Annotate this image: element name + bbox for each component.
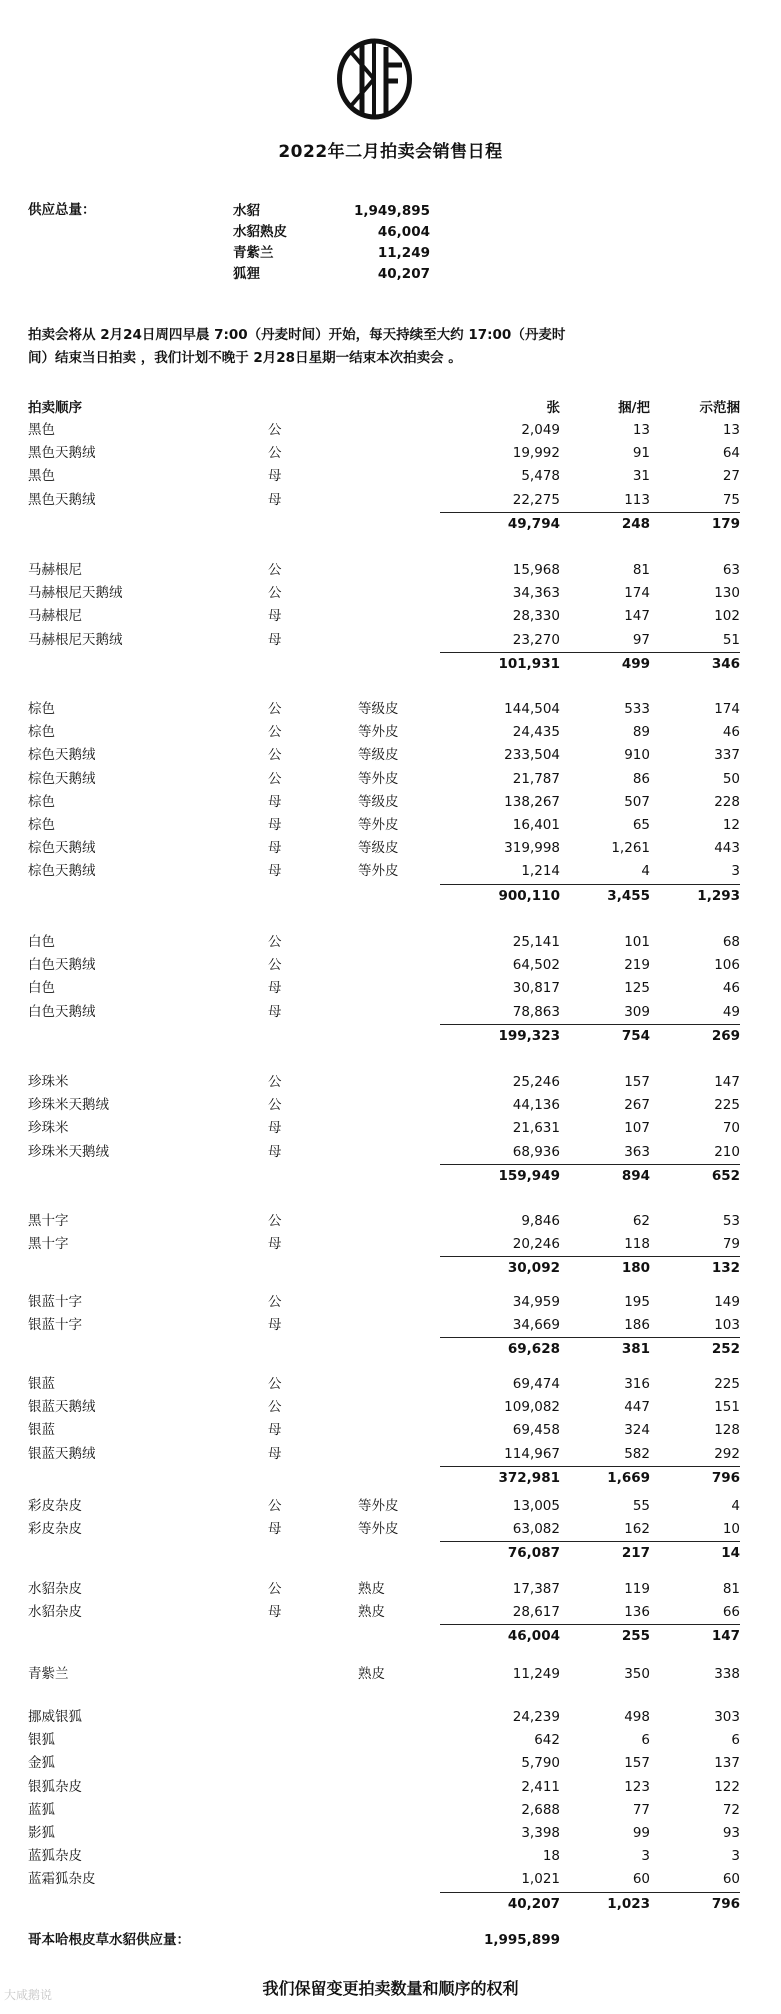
table-cell-skins: 22,275 — [512, 491, 560, 508]
table-cell-name: 彩皮杂皮 — [28, 1521, 82, 1538]
table-cell-bundles: 316 — [624, 1376, 650, 1392]
table-cell-sample: 3 — [731, 1848, 740, 1865]
table-cell-sex: 母 — [268, 631, 282, 648]
table-cell-name: 珍珠米 — [28, 1120, 69, 1137]
table-cell-bundles: 136 — [624, 1604, 650, 1621]
table-cell-skins: 20,246 — [512, 1236, 560, 1253]
table-cell-name: 棕色 — [28, 701, 55, 717]
supply-name: 水貂熟皮 — [233, 224, 287, 240]
table-cell-bundles: 99 — [632, 1825, 650, 1841]
table-cell-bundles: 507 — [624, 793, 650, 810]
table-cell-name: 马赫根尼 — [28, 562, 82, 578]
supply-value: 1,949,895 — [353, 203, 430, 219]
table-cell-bundles: 147 — [624, 608, 650, 625]
subtotal-bundles: 3,455 — [607, 887, 650, 904]
subtotal-sample: 652 — [711, 1167, 740, 1184]
table-cell-name: 黑十字 — [28, 1213, 69, 1229]
table-cell-sample: 210 — [714, 1143, 740, 1160]
table-cell-sex: 母 — [268, 980, 282, 997]
table-cell-grade: 等外皮 — [358, 863, 399, 880]
table-cell-skins: 24,435 — [512, 724, 560, 741]
table-cell-name: 银蓝天鹅绒 — [28, 1445, 96, 1462]
table-cell-sample: 4 — [731, 1498, 740, 1514]
table-cell-name: 金狐 — [28, 1755, 55, 1772]
table-cell-bundles: 162 — [624, 1521, 650, 1538]
table-cell-sex: 公 — [268, 724, 282, 741]
table-cell-bundles: 55 — [632, 1498, 650, 1514]
table-cell-name: 棕色 — [28, 724, 55, 741]
subtotal-skins: 69,628 — [507, 1341, 560, 1358]
table-cell-skins: 13,005 — [512, 1498, 560, 1514]
table-cell-sample: 3 — [731, 863, 740, 880]
kf-logo — [336, 37, 413, 121]
table-cell-bundles: 123 — [624, 1778, 650, 1795]
table-cell-bundles: 157 — [624, 1755, 650, 1772]
table-cell-name: 白色 — [28, 934, 55, 950]
table-cell-name: 银蓝 — [28, 1422, 55, 1439]
subtotal-bundles: 499 — [621, 655, 650, 672]
table-cell-bundles: 77 — [632, 1801, 650, 1818]
table-cell-grade: 等级皮 — [358, 701, 399, 717]
table-cell-skins: 2,688 — [521, 1801, 560, 1818]
table-cell-skins: 3,398 — [521, 1825, 560, 1841]
table-cell-skins: 34,959 — [512, 1294, 560, 1310]
table-cell-name: 马赫根尼 — [28, 608, 82, 625]
table-cell-sex: 母 — [268, 1003, 282, 1020]
table-cell-sex: 公 — [268, 562, 282, 578]
table-cell-sex: 母 — [268, 1521, 282, 1538]
table-cell-grade: 等外皮 — [358, 1498, 399, 1514]
table-cell-sample: 443 — [714, 840, 740, 857]
table-cell-sample: 174 — [714, 701, 740, 717]
table-cell-sample: 49 — [722, 1003, 740, 1020]
table-cell-bundles: 65 — [632, 817, 650, 833]
subtotal-sample: 1,293 — [697, 887, 740, 904]
table-cell-skins: 34,669 — [512, 1317, 560, 1334]
table-cell-sample: 72 — [722, 1801, 740, 1818]
subtotal-bundles: 1,669 — [607, 1469, 650, 1486]
table-cell-sex: 公 — [268, 747, 282, 764]
table-cell-bundles: 97 — [632, 631, 650, 648]
subtotal-divider — [440, 1541, 740, 1542]
table-cell-skins: 21,787 — [512, 770, 560, 787]
table-cell-sex: 母 — [268, 863, 282, 880]
table-cell-sex: 母 — [268, 1317, 282, 1334]
table-cell-name: 银狐 — [28, 1732, 55, 1749]
table-cell-sample: 27 — [722, 468, 740, 485]
table-cell-name: 青紫兰 — [28, 1666, 69, 1682]
table-cell-name: 珍珠米天鹅绒 — [28, 1097, 109, 1114]
table-cell-sex: 公 — [268, 934, 282, 950]
grand-total-value: 1,995,899 — [483, 1932, 560, 1948]
table-cell-name: 银蓝天鹅绒 — [28, 1399, 96, 1416]
table-cell-bundles: 6 — [641, 1732, 650, 1749]
table-cell-grade: 熟皮 — [358, 1666, 385, 1682]
table-cell-name: 水貂杂皮 — [28, 1604, 82, 1621]
subtotal-sample: 14 — [721, 1545, 740, 1562]
table-cell-bundles: 60 — [632, 1871, 650, 1888]
table-cell-skins: 15,968 — [512, 562, 560, 578]
table-cell-name: 银狐杂皮 — [28, 1778, 82, 1795]
table-cell-name: 棕色天鹅绒 — [28, 770, 96, 787]
table-cell-name: 银蓝十字 — [28, 1294, 82, 1310]
table-cell-grade: 等外皮 — [358, 724, 399, 741]
table-cell-sample: 149 — [714, 1294, 740, 1310]
table-cell-sample: 10 — [722, 1521, 740, 1538]
subtotal-divider — [440, 1256, 740, 1257]
subtotal-bundles: 217 — [621, 1545, 650, 1562]
table-cell-name: 白色天鹅绒 — [28, 957, 96, 974]
table-cell-sex: 公 — [268, 701, 282, 717]
table-cell-bundles: 533 — [624, 701, 650, 717]
footer-note: 我们保留变更拍卖数量和顺序的权利 — [262, 1979, 519, 1998]
table-cell-sex: 母 — [268, 817, 282, 833]
subtotal-divider — [440, 1892, 740, 1893]
subtotal-bundles: 248 — [621, 515, 650, 532]
table-cell-skins: 138,267 — [504, 793, 560, 810]
table-cell-name: 影狐 — [28, 1825, 55, 1841]
table-cell-skins: 5,478 — [521, 468, 560, 485]
table-cell-name: 蓝狐杂皮 — [28, 1848, 82, 1865]
subtotal-skins: 101,931 — [498, 655, 560, 672]
table-cell-name: 白色天鹅绒 — [28, 1003, 96, 1020]
table-cell-bundles: 350 — [624, 1666, 650, 1682]
table-cell-sex: 母 — [268, 1422, 282, 1439]
subtotal-skins: 199,323 — [498, 1027, 560, 1044]
table-cell-sample: 81 — [722, 1581, 740, 1597]
subtotal-bundles: 754 — [621, 1027, 650, 1044]
table-cell-bundles: 195 — [624, 1294, 650, 1310]
subtotal-skins: 46,004 — [507, 1628, 560, 1645]
table-cell-name: 黑十字 — [28, 1236, 69, 1253]
table-cell-sample: 147 — [714, 1074, 740, 1090]
table-cell-sample: 50 — [722, 770, 740, 787]
table-cell-bundles: 107 — [624, 1120, 650, 1137]
table-cell-grade: 等级皮 — [358, 793, 399, 810]
table-cell-name: 马赫根尼天鹅绒 — [28, 585, 123, 602]
table-cell-name: 蓝霜狐杂皮 — [28, 1871, 96, 1888]
table-cell-grade: 等级皮 — [358, 747, 399, 764]
table-cell-sex: 母 — [268, 1445, 282, 1462]
table-cell-bundles: 86 — [632, 770, 650, 787]
supply-value: 40,207 — [377, 266, 430, 282]
table-cell-bundles: 91 — [632, 445, 650, 462]
table-cell-name: 彩皮杂皮 — [28, 1498, 82, 1514]
table-cell-sex: 公 — [268, 1213, 282, 1229]
subtotal-divider — [440, 1624, 740, 1625]
table-cell-skins: 16,401 — [512, 817, 560, 833]
table-cell-sample: 53 — [722, 1213, 740, 1229]
table-cell-skins: 78,863 — [512, 1003, 560, 1020]
table-cell-skins: 68,936 — [512, 1143, 560, 1160]
table-cell-sample: 13 — [722, 422, 740, 438]
table-cell-name: 棕色天鹅绒 — [28, 840, 96, 857]
table-cell-sample: 225 — [714, 1097, 740, 1114]
table-cell-sex: 公 — [268, 1376, 282, 1392]
table-cell-sample: 60 — [722, 1871, 740, 1888]
table-cell-skins: 109,082 — [504, 1399, 560, 1416]
subtotal-bundles: 1,023 — [607, 1895, 650, 1912]
table-cell-skins: 44,136 — [512, 1097, 560, 1114]
table-cell-bundles: 62 — [632, 1213, 650, 1229]
table-cell-sex: 母 — [268, 468, 282, 485]
table-cell-bundles: 4 — [641, 863, 650, 880]
table-cell-grade: 等级皮 — [358, 840, 399, 857]
table-cell-sample: 6 — [731, 1732, 740, 1749]
header-skins: 张 — [546, 400, 560, 416]
table-cell-grade: 熟皮 — [358, 1581, 385, 1597]
subtotal-sample: 132 — [711, 1260, 740, 1277]
subtotal-skins: 49,794 — [507, 515, 560, 532]
table-cell-sample: 292 — [714, 1445, 740, 1462]
table-cell-skins: 17,387 — [512, 1581, 560, 1597]
subtotal-skins: 76,087 — [507, 1545, 560, 1562]
table-cell-name: 棕色 — [28, 817, 55, 833]
watermark: 大咸鹅说 — [4, 1988, 53, 2002]
subtotal-sample: 269 — [711, 1027, 740, 1044]
table-cell-sex: 母 — [268, 1120, 282, 1137]
subtotal-sample: 179 — [711, 515, 740, 532]
table-cell-skins: 319,998 — [504, 840, 560, 857]
table-cell-bundles: 31 — [632, 468, 650, 485]
table-cell-skins: 25,141 — [512, 934, 560, 950]
table-cell-sex: 母 — [268, 793, 282, 810]
table-cell-name: 挪威银狐 — [28, 1709, 82, 1725]
subtotal-skins: 900,110 — [498, 887, 560, 904]
table-cell-bundles: 89 — [632, 724, 650, 741]
supply-name: 青紫兰 — [233, 245, 274, 261]
page-title: 2022年二月拍卖会销售日程 — [278, 142, 503, 162]
table-cell-skins: 64,502 — [512, 957, 560, 974]
table-cell-sex: 公 — [268, 957, 282, 974]
table-cell-sample: 64 — [722, 445, 740, 462]
table-cell-sex: 公 — [268, 422, 282, 438]
subtotal-skins: 159,949 — [498, 1167, 560, 1184]
table-cell-sex: 母 — [268, 840, 282, 857]
table-cell-bundles: 3 — [641, 1848, 650, 1865]
table-cell-grade: 等外皮 — [358, 770, 399, 787]
subtotal-sample: 252 — [711, 1341, 740, 1358]
table-cell-skins: 2,049 — [521, 422, 560, 438]
table-cell-sex: 公 — [268, 585, 282, 602]
table-cell-bundles: 267 — [624, 1097, 650, 1114]
table-cell-skins: 18 — [542, 1848, 560, 1865]
table-cell-bundles: 186 — [624, 1317, 650, 1334]
table-cell-sex: 公 — [268, 1074, 282, 1090]
table-cell-sample: 102 — [714, 608, 740, 625]
table-cell-sample: 63 — [722, 562, 740, 578]
subtotal-divider — [440, 1466, 740, 1467]
table-cell-name: 银蓝十字 — [28, 1317, 82, 1334]
subtotal-sample: 796 — [711, 1895, 740, 1912]
subtotal-divider — [440, 1164, 740, 1165]
table-cell-name: 水貂杂皮 — [28, 1581, 82, 1597]
table-cell-name: 蓝狐 — [28, 1801, 55, 1818]
grand-total-label: 哥本哈根皮草水貂供应量： — [28, 1932, 190, 1948]
subtotal-skins: 30,092 — [507, 1260, 560, 1277]
table-cell-sample: 66 — [722, 1604, 740, 1621]
table-cell-sex: 母 — [268, 1604, 282, 1621]
table-cell-name: 白色 — [28, 980, 55, 997]
table-cell-skins: 28,330 — [512, 608, 560, 625]
table-cell-sample: 303 — [714, 1709, 740, 1725]
table-cell-sex: 母 — [268, 491, 282, 508]
table-cell-name: 黑色 — [28, 468, 55, 485]
table-cell-bundles: 309 — [624, 1003, 650, 1020]
table-cell-bundles: 219 — [624, 957, 650, 974]
table-cell-name: 黑色 — [28, 422, 55, 438]
table-cell-sample: 338 — [714, 1666, 740, 1682]
table-cell-sample: 79 — [722, 1236, 740, 1253]
table-cell-name: 马赫根尼天鹅绒 — [28, 631, 123, 648]
table-cell-name: 棕色 — [28, 793, 55, 810]
header-sample: 示范捆 — [699, 400, 740, 416]
table-cell-name: 棕色天鹅绒 — [28, 863, 96, 880]
subtotal-sample: 147 — [711, 1628, 740, 1645]
table-cell-skins: 63,082 — [512, 1521, 560, 1538]
table-cell-bundles: 118 — [624, 1236, 650, 1253]
subtotal-divider — [440, 512, 740, 513]
table-cell-bundles: 582 — [624, 1445, 650, 1462]
table-cell-sample: 93 — [722, 1825, 740, 1841]
table-cell-bundles: 447 — [624, 1399, 650, 1416]
supply-value: 11,249 — [377, 245, 430, 261]
table-cell-sample: 106 — [714, 957, 740, 974]
table-cell-grade: 等外皮 — [358, 1521, 399, 1538]
subtotal-bundles: 894 — [621, 1167, 650, 1184]
subtotal-skins: 40,207 — [507, 1895, 560, 1912]
table-cell-skins: 69,474 — [512, 1376, 560, 1392]
table-cell-sample: 103 — [714, 1317, 740, 1334]
supply-name: 水貂 — [233, 203, 260, 219]
table-cell-bundles: 81 — [632, 562, 650, 578]
table-cell-skins: 1,214 — [521, 863, 560, 880]
table-cell-skins: 19,992 — [512, 445, 560, 462]
supply-label: 供应总量： — [28, 202, 96, 218]
table-cell-sample: 70 — [722, 1120, 740, 1137]
subtotal-divider — [440, 884, 740, 885]
table-cell-skins: 28,617 — [512, 1604, 560, 1621]
table-cell-name: 黑色天鹅绒 — [28, 491, 96, 508]
subtotal-skins: 372,981 — [498, 1469, 560, 1486]
table-cell-skins: 30,817 — [512, 980, 560, 997]
table-cell-skins: 2,411 — [521, 1778, 560, 1795]
table-cell-skins: 642 — [534, 1732, 560, 1749]
table-cell-bundles: 498 — [624, 1709, 650, 1725]
table-cell-sex: 公 — [268, 1581, 282, 1597]
table-cell-bundles: 119 — [624, 1581, 650, 1597]
table-cell-bundles: 13 — [632, 422, 650, 438]
table-cell-sample: 51 — [722, 631, 740, 648]
table-cell-sample: 46 — [722, 980, 740, 997]
table-cell-sex: 公 — [268, 445, 282, 462]
table-cell-sample: 75 — [722, 491, 740, 508]
table-cell-bundles: 113 — [624, 491, 650, 508]
table-cell-sample: 128 — [714, 1422, 740, 1439]
table-cell-sex: 公 — [268, 1097, 282, 1114]
table-cell-sample: 46 — [722, 724, 740, 741]
table-cell-bundles: 125 — [624, 980, 650, 997]
table-cell-skins: 114,967 — [504, 1445, 560, 1462]
subtotal-sample: 346 — [711, 655, 740, 672]
table-cell-name: 黑色天鹅绒 — [28, 445, 96, 462]
table-cell-sample: 228 — [714, 793, 740, 810]
table-cell-name: 银蓝 — [28, 1376, 55, 1392]
table-cell-sex: 公 — [268, 770, 282, 787]
table-cell-grade: 等外皮 — [358, 817, 399, 833]
subtotal-bundles: 381 — [621, 1341, 650, 1358]
table-cell-skins: 233,504 — [504, 747, 560, 764]
subtotal-divider — [440, 1024, 740, 1025]
table-cell-skins: 144,504 — [504, 701, 560, 717]
table-cell-sample: 137 — [714, 1755, 740, 1772]
table-cell-bundles: 157 — [624, 1074, 650, 1090]
table-cell-sex: 公 — [268, 1498, 282, 1514]
table-cell-sex: 母 — [268, 1236, 282, 1253]
table-cell-bundles: 101 — [624, 934, 650, 950]
subtotal-sample: 796 — [711, 1469, 740, 1486]
table-cell-skins: 1,021 — [521, 1871, 560, 1888]
table-cell-sample: 151 — [714, 1399, 740, 1416]
header-bundles: 捆/把 — [618, 400, 650, 416]
table-cell-bundles: 363 — [624, 1143, 650, 1160]
intro-text: 拍卖会将从 2月24日周四早晨 7:00（丹麦时间）开始，每天持续至大约 17:00（丹麦时间）结束当日拍卖 ，我们计划不晚于 2月28日星期一结束本次拍卖会 。 — [28, 327, 566, 366]
table-cell-grade: 熟皮 — [358, 1604, 385, 1621]
table-cell-sex: 母 — [268, 608, 282, 625]
table-cell-skins: 25,246 — [512, 1074, 560, 1090]
table-cell-skins: 34,363 — [512, 585, 560, 602]
table-cell-skins: 23,270 — [512, 631, 560, 648]
table-cell-name: 珍珠米 — [28, 1074, 69, 1090]
table-cell-sample: 225 — [714, 1376, 740, 1392]
table-cell-bundles: 324 — [624, 1422, 650, 1439]
subtotal-divider — [440, 652, 740, 653]
subtotal-bundles: 180 — [621, 1260, 650, 1277]
table-cell-skins: 5,790 — [521, 1755, 560, 1772]
table-cell-sex: 母 — [268, 1143, 282, 1160]
table-cell-sample: 130 — [714, 585, 740, 602]
table-cell-name: 珍珠米天鹅绒 — [28, 1143, 109, 1160]
table-cell-skins: 21,631 — [512, 1120, 560, 1137]
table-cell-sex: 公 — [268, 1399, 282, 1416]
subtotal-divider — [440, 1337, 740, 1338]
table-cell-sex: 公 — [268, 1294, 282, 1310]
table-cell-bundles: 910 — [624, 747, 650, 764]
supply-value: 46,004 — [377, 224, 430, 240]
table-cell-sample: 122 — [714, 1778, 740, 1795]
table-cell-skins: 24,239 — [512, 1709, 560, 1725]
table-cell-skins: 69,458 — [512, 1422, 560, 1439]
table-cell-bundles: 174 — [624, 585, 650, 602]
table-cell-name: 棕色天鹅绒 — [28, 747, 96, 764]
table-cell-skins: 9,846 — [521, 1213, 560, 1229]
supply-name: 狐狸 — [233, 266, 260, 282]
subtotal-bundles: 255 — [621, 1628, 650, 1645]
table-cell-skins: 11,249 — [512, 1666, 560, 1682]
table-cell-bundles: 1,261 — [611, 840, 650, 857]
table-cell-sample: 12 — [722, 817, 740, 833]
table-cell-sample: 68 — [722, 934, 740, 950]
table-cell-sample: 337 — [714, 747, 740, 764]
header-order: 拍卖顺序 — [28, 400, 82, 416]
